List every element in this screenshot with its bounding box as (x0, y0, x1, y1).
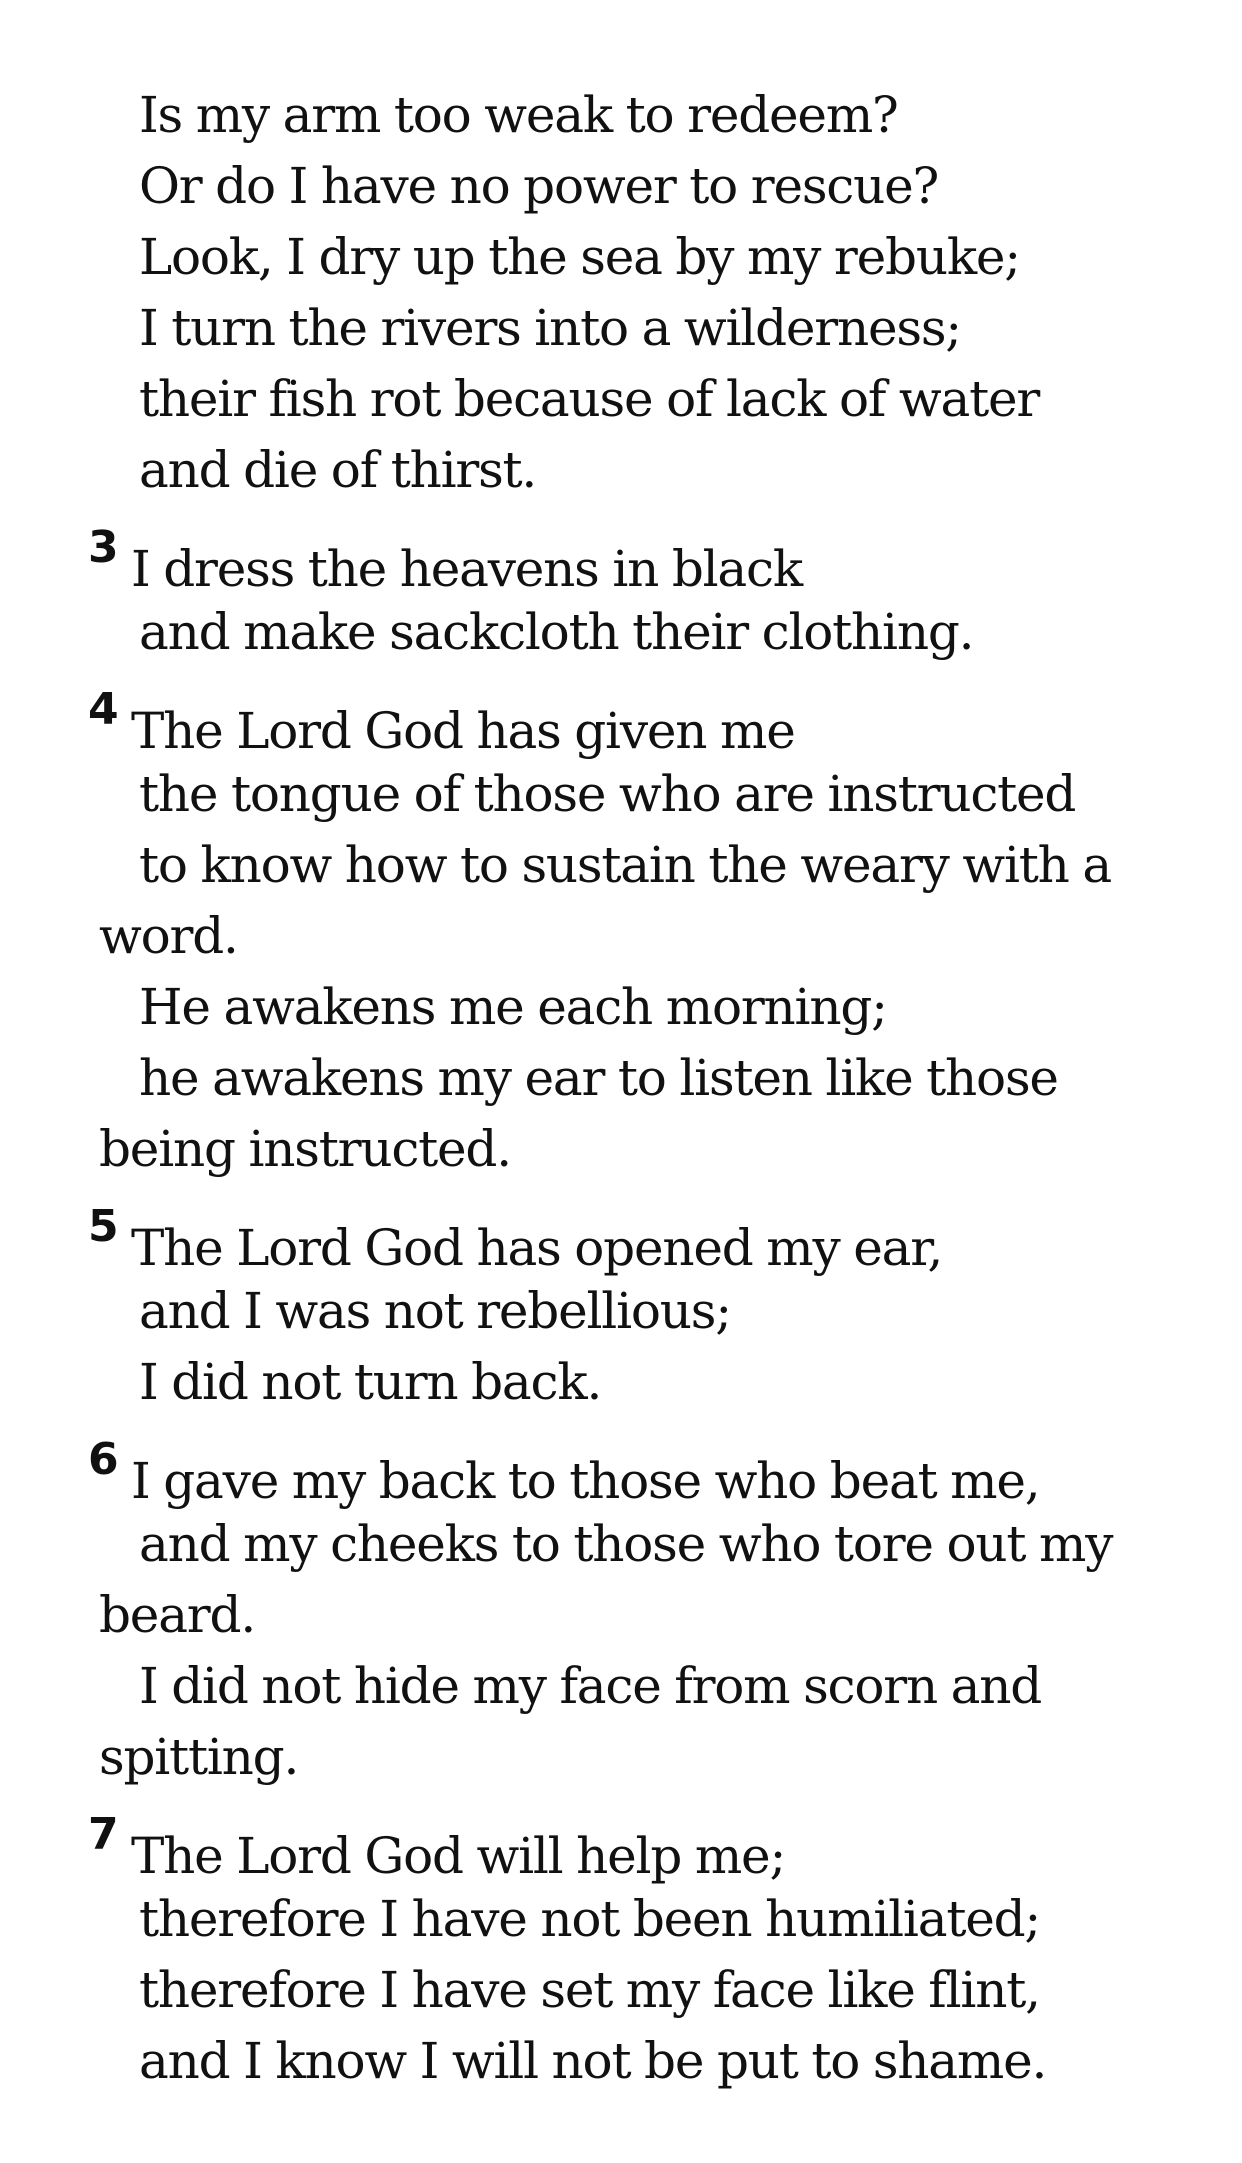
verse-5-start (0, 1201, 1242, 1277)
line-text: and make sackcloth their clothing. (139, 603, 974, 661)
passage-line (0, 759, 1242, 830)
passage-line (0, 597, 1242, 668)
passage-line (0, 830, 1242, 901)
line-text: being instructed. (99, 1120, 511, 1178)
verse-4-start (0, 684, 1242, 760)
passage-line (0, 80, 1242, 151)
line-text: I dress the heavens in black (131, 540, 802, 598)
verse-3-start (0, 522, 1242, 598)
verse-number: 5 (88, 1201, 119, 1252)
passage-line (0, 364, 1242, 435)
verse-6-start (0, 1434, 1242, 1510)
line-text: I gave my back to those who beat me, (131, 1452, 1040, 1510)
line-text: he awakens my ear to listen like those (139, 1049, 1058, 1107)
line-text: and I know I will not be put to shame. (139, 2032, 1047, 2090)
verse-number: 4 (88, 684, 119, 735)
passage-line (0, 1043, 1242, 1114)
passage-line (0, 222, 1242, 293)
line-text: Look, I dry up the sea by my rebuke; (139, 228, 1020, 286)
line-text: and I was not rebellious; (139, 1282, 731, 1340)
passage-line (0, 1276, 1242, 1347)
passage-line (0, 293, 1242, 364)
line-text: I did not hide my face from scorn and (139, 1657, 1042, 1715)
line-text: The Lord God will help me; (131, 1827, 786, 1885)
passage-line (0, 435, 1242, 506)
line-text: the tongue of those who are instructed (139, 765, 1076, 823)
passage-line (0, 1580, 1242, 1651)
passage-line (0, 1509, 1242, 1580)
passage-line (0, 2026, 1242, 2097)
line-text: and my cheeks to those who tore out my (139, 1515, 1113, 1573)
line-text: He awakens me each morning; (139, 978, 887, 1036)
passage-line (0, 1955, 1242, 2026)
passage-line (0, 1114, 1242, 1185)
line-text: to know how to sustain the weary with a (139, 836, 1111, 894)
line-text: therefore I have set my face like flint, (139, 1961, 1040, 2019)
passage-line (0, 972, 1242, 1043)
scripture-passage (0, 80, 1242, 2097)
passage-line (0, 1651, 1242, 1722)
line-text: word. (99, 907, 238, 965)
line-text: and die of thirst. (139, 441, 537, 499)
passage-line (0, 1884, 1242, 1955)
line-text: Is my arm too weak to redeem? (139, 86, 898, 144)
line-text: their fish rot because of lack of water (139, 370, 1040, 428)
verse-number: 7 (88, 1809, 119, 1860)
passage-line (0, 1722, 1242, 1793)
passage-line (0, 901, 1242, 972)
line-text: beard. (99, 1586, 256, 1644)
line-text: spitting. (99, 1728, 299, 1786)
line-text: Or do I have no power to rescue? (139, 157, 939, 215)
line-text: therefore I have not been humiliated; (139, 1890, 1041, 1948)
verse-number: 6 (88, 1434, 119, 1485)
line-text: I did not turn back. (139, 1353, 602, 1411)
verse-7-start (0, 1809, 1242, 1885)
line-text: The Lord God has given me (131, 702, 795, 760)
verse-number: 3 (88, 522, 119, 573)
passage-line (0, 1347, 1242, 1418)
passage-line (0, 151, 1242, 222)
line-text: The Lord God has opened my ear, (131, 1219, 943, 1277)
line-text: I turn the rivers into a wilderness; (139, 299, 961, 357)
